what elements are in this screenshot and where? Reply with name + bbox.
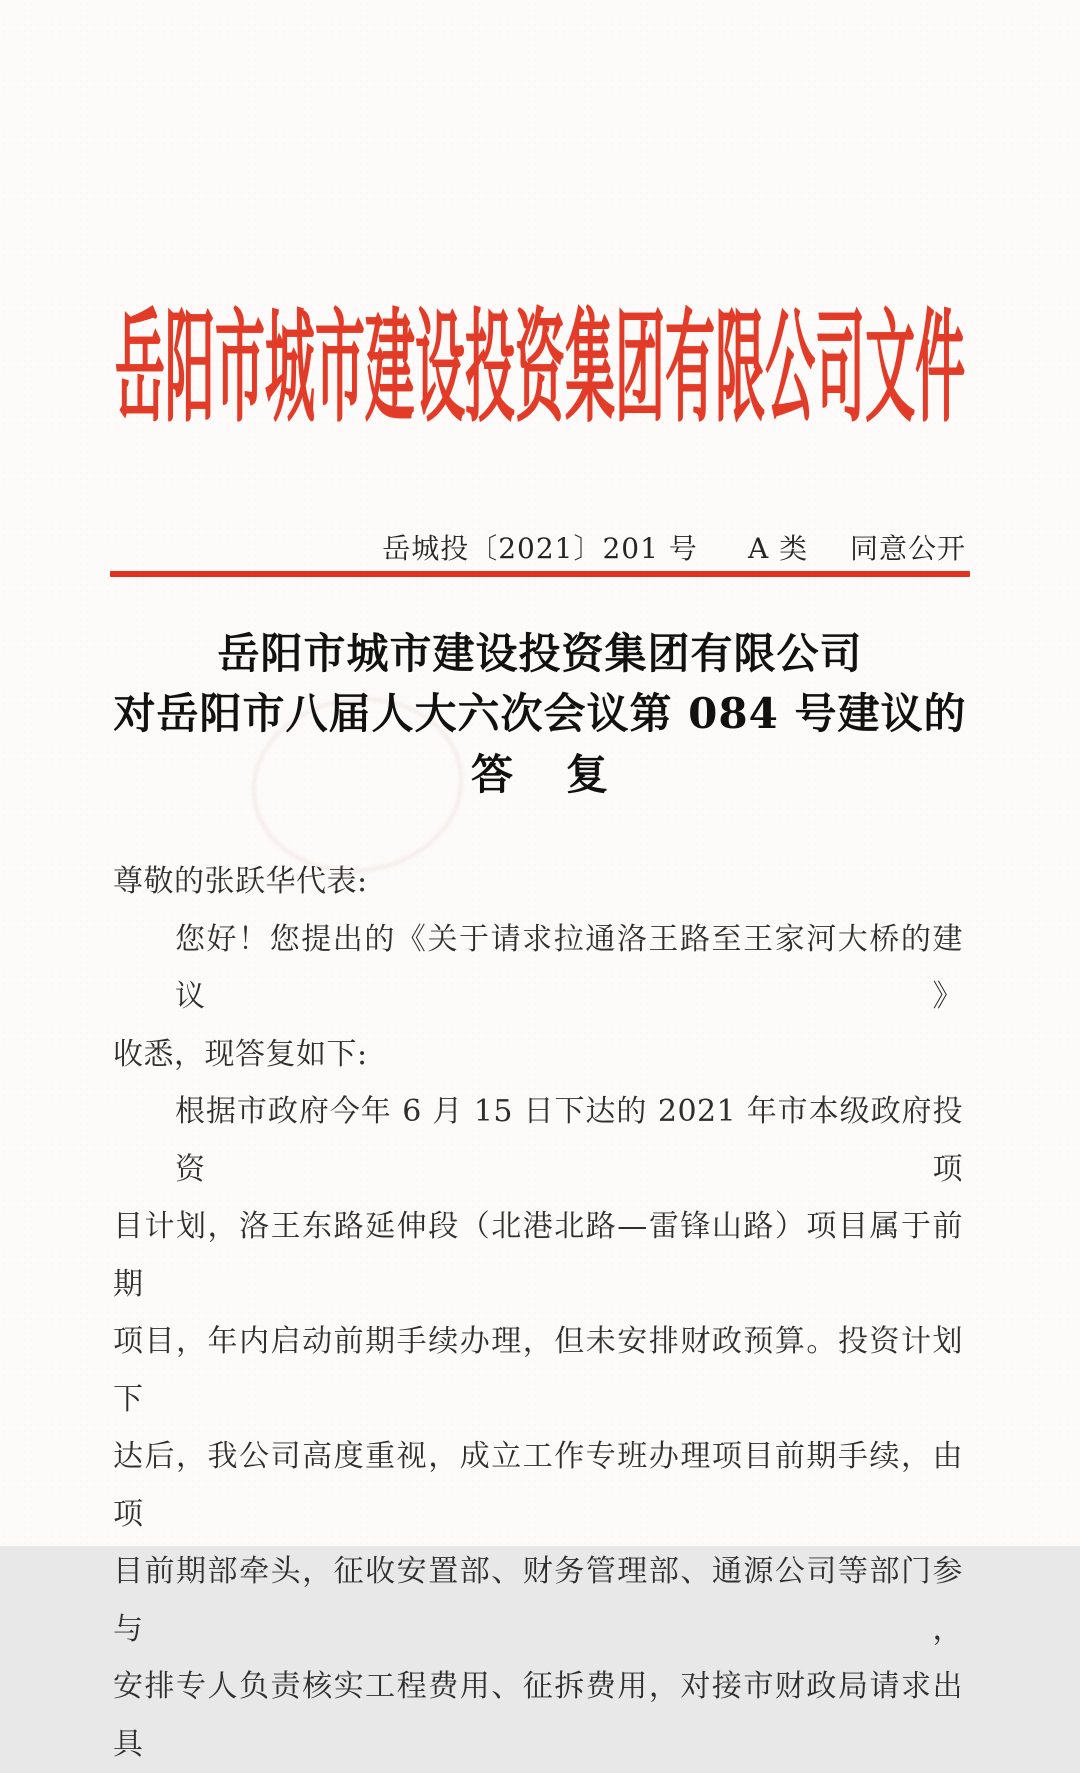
- doc-class-label: A 类: [747, 532, 809, 565]
- body-line: 项目，年内启动前期手续办理，但未安排财政预算。投资计划下: [113, 1324, 963, 1417]
- doc-meta-row: [112, 527, 968, 569]
- body-line: 目前期部牵头，征收安置部、财务管理部、通源公司等部门参与，: [113, 1554, 963, 1647]
- doc-publicity-label: 同意公开: [849, 532, 966, 565]
- title-line-2: 对岳阳市八届人大六次会议第 084 号建议的: [113, 689, 967, 738]
- red-divider-line: [110, 571, 970, 577]
- red-header-banner: [0, 278, 1080, 439]
- doc-classification: [748, 527, 966, 567]
- body-line: 目计划，洛王东路延伸段（北港北路—雷锋山路）项目属于前期: [113, 1209, 963, 1302]
- title-answer-char-right: 复: [566, 750, 610, 799]
- title-line-1: 岳阳市城市建设投资集团有限公司: [217, 629, 863, 678]
- body-line: 收悉，现答复如下:: [113, 1036, 368, 1072]
- doc-number: 岳城投〔2021〕201 号: [382, 532, 698, 565]
- issuing-org-banner-text: 岳阳市城市建设投资集团有限公司文件: [114, 294, 966, 439]
- title-answer-char-left: 答: [470, 750, 514, 799]
- body-line: 您好！您提出的《关于请求拉通洛王路至王家河大桥的建议》: [175, 921, 963, 1014]
- body-line: 达后，我公司高度重视，成立工作专班办理项目前期手续，由项: [113, 1439, 963, 1532]
- body-line: 根据市政府今年 6 月 15 日下达的 2021 年市本级政府投资项: [175, 1094, 963, 1187]
- document-title: [55, 624, 1025, 806]
- document-body: [113, 853, 963, 1773]
- salutation-line: 尊敬的张跃华代表:: [113, 864, 368, 899]
- title-line-3: [55, 744, 1025, 806]
- body-line: 安排专人负责核实工程费用、征拆费用，对接市财政局请求出具: [113, 1669, 963, 1762]
